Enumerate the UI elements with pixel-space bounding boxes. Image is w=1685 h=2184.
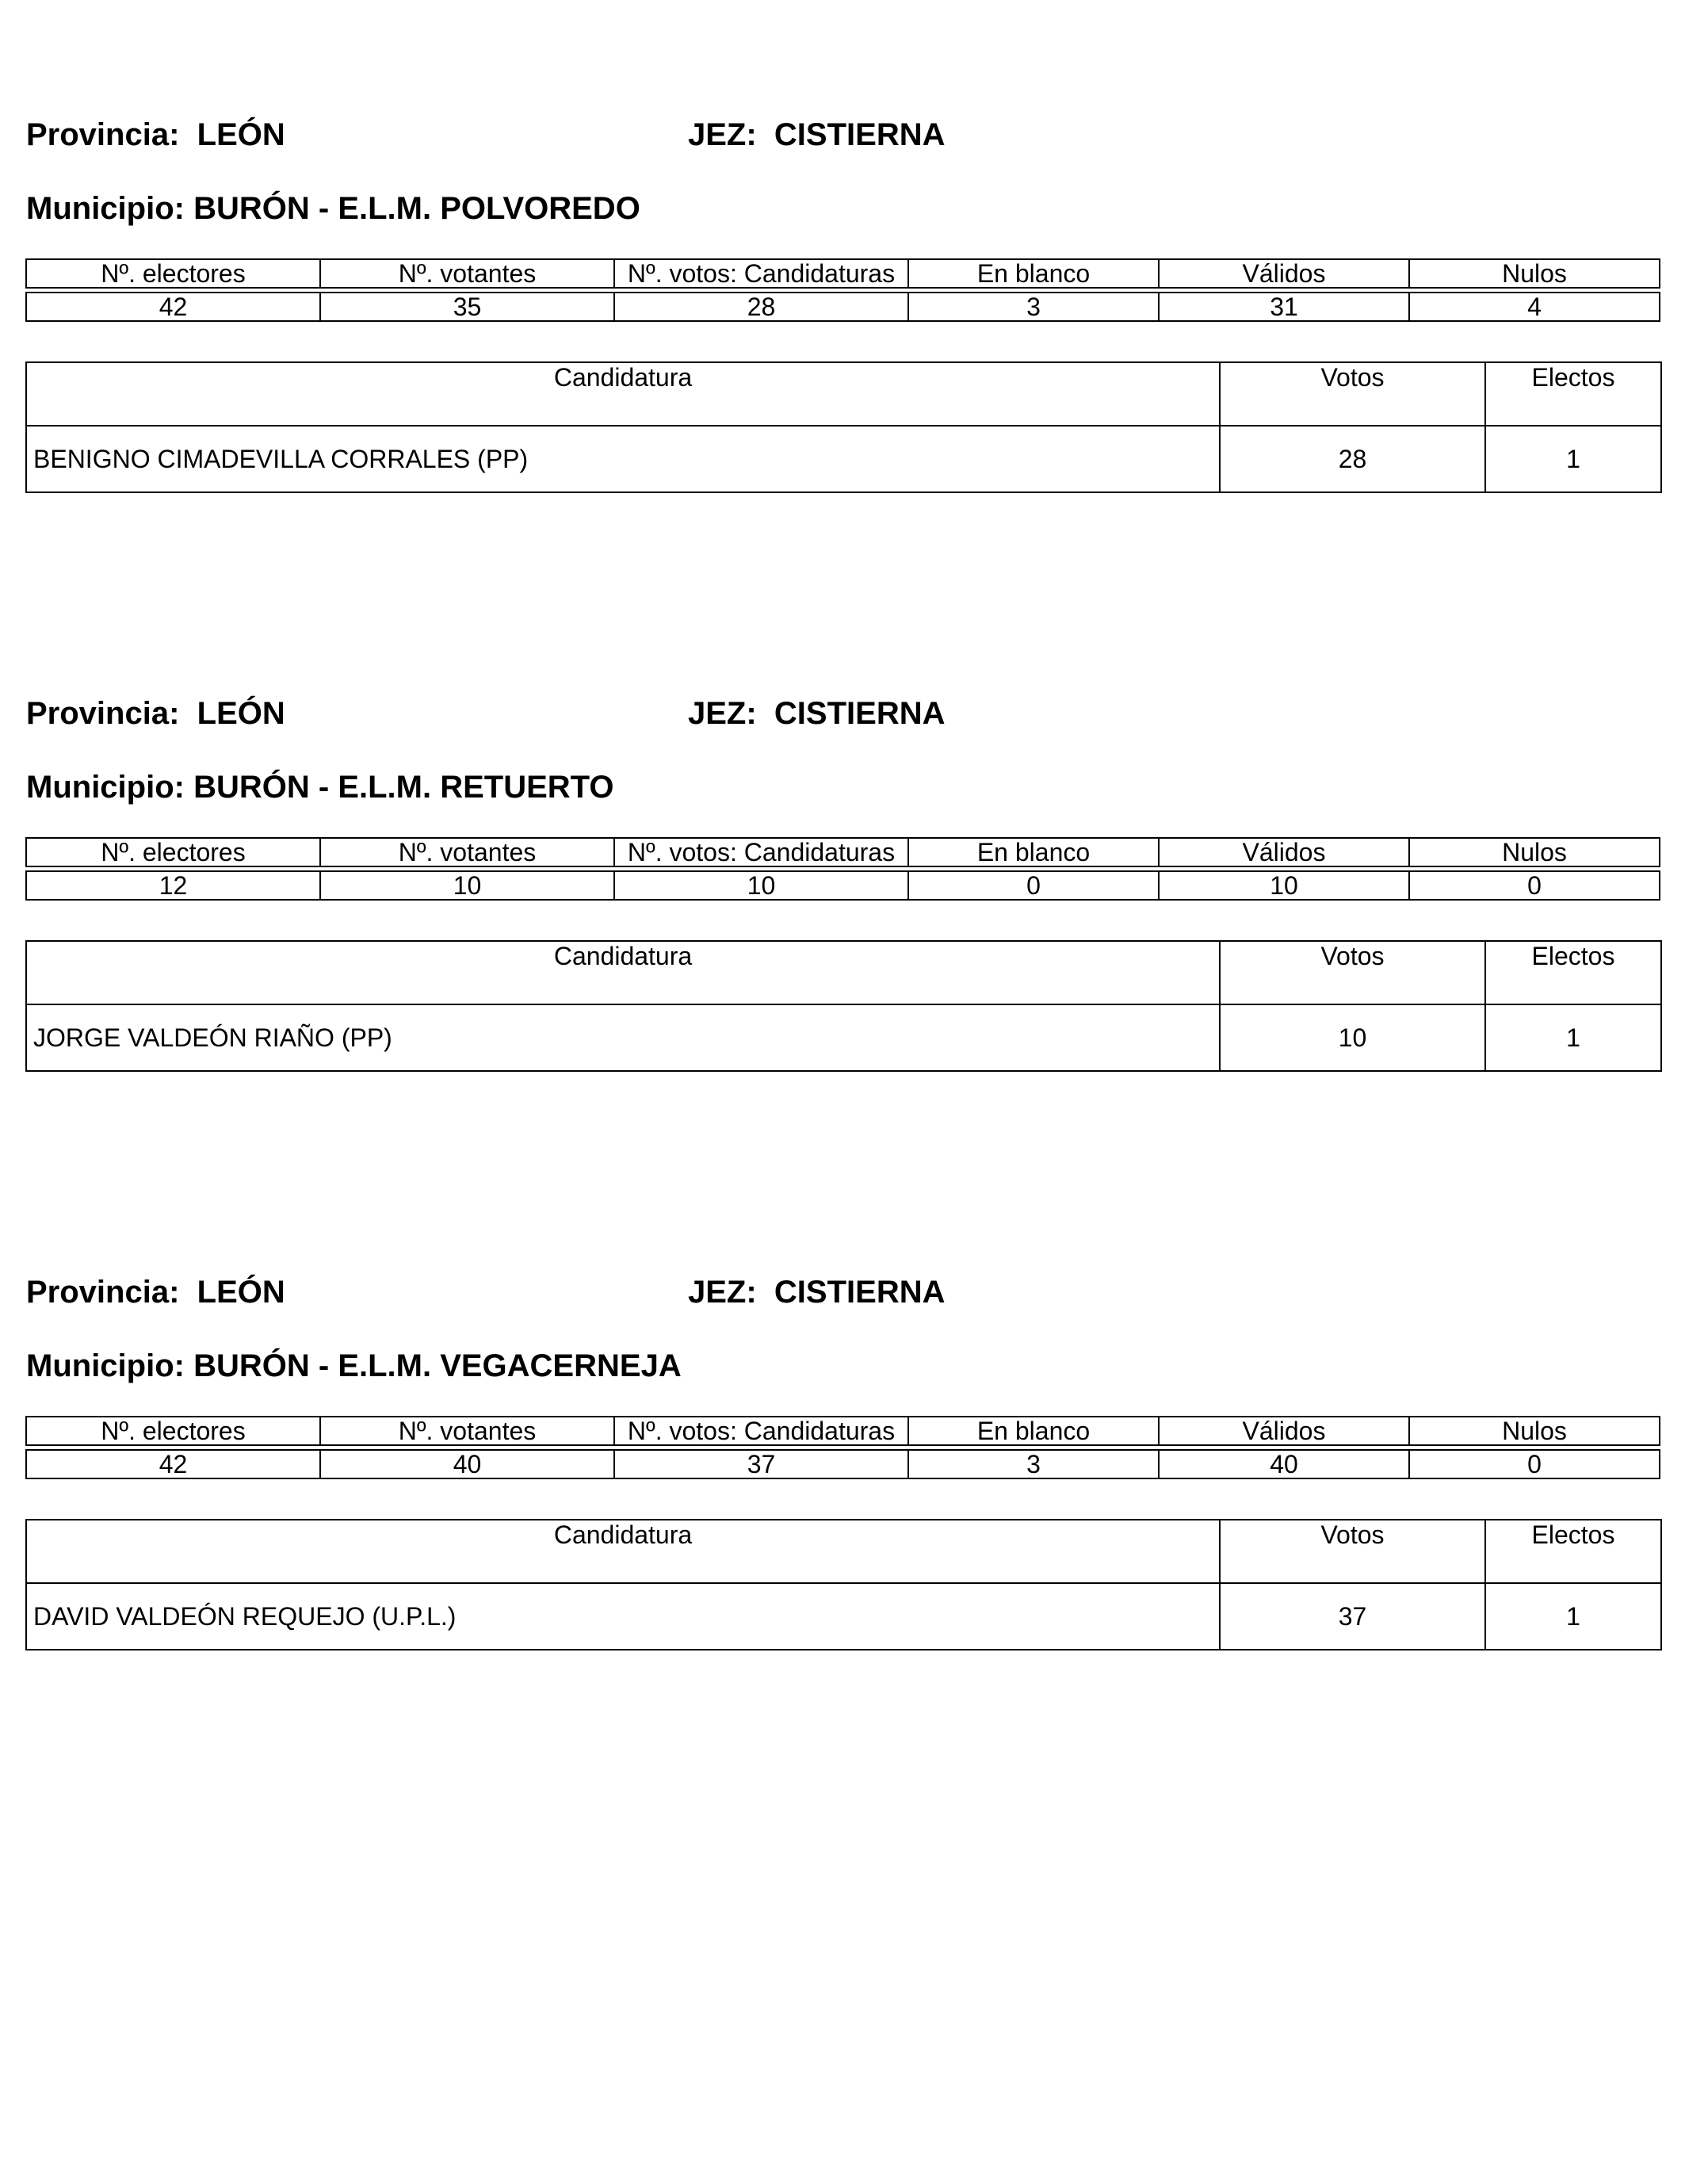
stats-value-cell: 10 [320,871,614,900]
candidates-table [25,940,1662,1072]
candidate-row [26,1583,1661,1650]
stats-value-cell: 42 [26,1450,320,1478]
stats-header-cell: Nº. electores [26,1417,320,1445]
stats-header-cell: Nº. electores [26,259,320,288]
candidate-elected: 1 [1485,426,1661,492]
stats-header-cell: Nulos [1409,838,1660,866]
jez-label: JEZ: [688,117,757,152]
candidate-votes: 28 [1220,426,1485,492]
provincia-value: LEÓN [197,1275,285,1310]
candidatura-header: Candidatura [26,1520,1220,1583]
stats-value-cell: 0 [908,871,1159,900]
jez-value: CISTIERNA [774,696,946,731]
stats-value-cell: 28 [614,293,908,321]
stats-value-cell: 0 [1409,1450,1660,1478]
provincia-value: LEÓN [197,117,285,152]
stats-header-cell: Nulos [1409,259,1660,288]
stats-value-cell: 10 [614,871,908,900]
electos-header: Electos [1485,362,1661,426]
municipio-line [26,1347,682,1385]
stats-header-cell: Nº. electores [26,838,320,866]
candidatura-header: Candidatura [26,362,1220,426]
stats-header-row [26,259,1660,288]
stats-value-row [26,871,1660,900]
votos-header: Votos [1220,362,1485,426]
stats-header-cell: Válidos [1159,838,1409,866]
municipio-value: BURÓN - E.L.M. RETUERTO [193,770,614,805]
stats-value-cell: 3 [908,1450,1159,1478]
stats-value-cell: 40 [320,1450,614,1478]
candidates-table [25,1519,1662,1650]
stats-value-cell: 3 [908,293,1159,321]
stats-value-row [26,293,1660,321]
jez-value: CISTIERNA [774,1275,946,1310]
stats-value-cell: 4 [1409,293,1660,321]
stats-header-cell: En blanco [908,1417,1159,1445]
municipio-line [26,768,613,806]
stats-value-cell: 40 [1159,1450,1409,1478]
municipio-value: BURÓN - E.L.M. VEGACERNEJA [193,1348,682,1383]
municipio-label: Municipio: [26,1348,185,1383]
candidates-header-row [26,1520,1661,1583]
result-section-2 [0,579,1685,1118]
stats-header-cell: Nº. votos: Candidaturas [614,259,908,288]
stats-value-cell: 31 [1159,293,1409,321]
candidates-header-row [26,941,1661,1004]
stats-table [25,837,1660,901]
result-section-1 [0,0,1685,539]
jez-line [688,694,946,732]
stats-header-cell: En blanco [908,259,1159,288]
candidate-name: BENIGNO CIMADEVILLA CORRALES (PP) [26,426,1220,492]
stats-header-cell: Nº. votos: Candidaturas [614,838,908,866]
candidate-name: JORGE VALDEÓN RIAÑO (PP) [26,1004,1220,1071]
candidate-row [26,426,1661,492]
provincia-label: Provincia: [26,117,180,152]
jez-line [688,116,946,154]
municipio-label: Municipio: [26,770,185,805]
stats-header-cell: Válidos [1159,259,1409,288]
stats-header-cell: En blanco [908,838,1159,866]
municipio-line [26,189,640,228]
municipio-label: Municipio: [26,191,185,226]
municipio-value: BURÓN - E.L.M. POLVOREDO [193,191,640,226]
stats-header-cell: Nº. votos: Candidaturas [614,1417,908,1445]
candidate-name: DAVID VALDEÓN REQUEJO (U.P.L.) [26,1583,1220,1650]
stats-value-cell: 0 [1409,871,1660,900]
stats-header-row [26,838,1660,866]
stats-header-cell: Nº. votantes [320,1417,614,1445]
candidate-elected: 1 [1485,1004,1661,1071]
stats-value-row [26,1450,1660,1478]
provincia-label: Provincia: [26,1275,180,1310]
votos-header: Votos [1220,1520,1485,1583]
jez-label: JEZ: [688,696,757,731]
jez-value: CISTIERNA [774,117,946,152]
stats-value-cell: 12 [26,871,320,900]
result-section-3 [0,1157,1685,1696]
electos-header: Electos [1485,941,1661,1004]
provincia-line [26,116,285,154]
candidatura-header: Candidatura [26,941,1220,1004]
electos-header: Electos [1485,1520,1661,1583]
provincia-label: Provincia: [26,696,180,731]
stats-value-cell: 35 [320,293,614,321]
stats-header-cell: Nº. votantes [320,838,614,866]
candidate-elected: 1 [1485,1583,1661,1650]
jez-line [688,1273,946,1311]
stats-table [25,258,1660,322]
stats-header-cell: Nulos [1409,1417,1660,1445]
provincia-line [26,694,285,732]
candidate-row [26,1004,1661,1071]
stats-header-row [26,1417,1660,1445]
provincia-value: LEÓN [197,696,285,731]
stats-value-cell: 42 [26,293,320,321]
jez-label: JEZ: [688,1275,757,1310]
stats-value-cell: 37 [614,1450,908,1478]
stats-header-cell: Nº. votantes [320,259,614,288]
provincia-line [26,1273,285,1311]
candidates-table [25,361,1662,493]
votos-header: Votos [1220,941,1485,1004]
candidate-votes: 10 [1220,1004,1485,1071]
candidates-header-row [26,362,1661,426]
stats-table [25,1416,1660,1479]
stats-value-cell: 10 [1159,871,1409,900]
stats-header-cell: Válidos [1159,1417,1409,1445]
candidate-votes: 37 [1220,1583,1485,1650]
